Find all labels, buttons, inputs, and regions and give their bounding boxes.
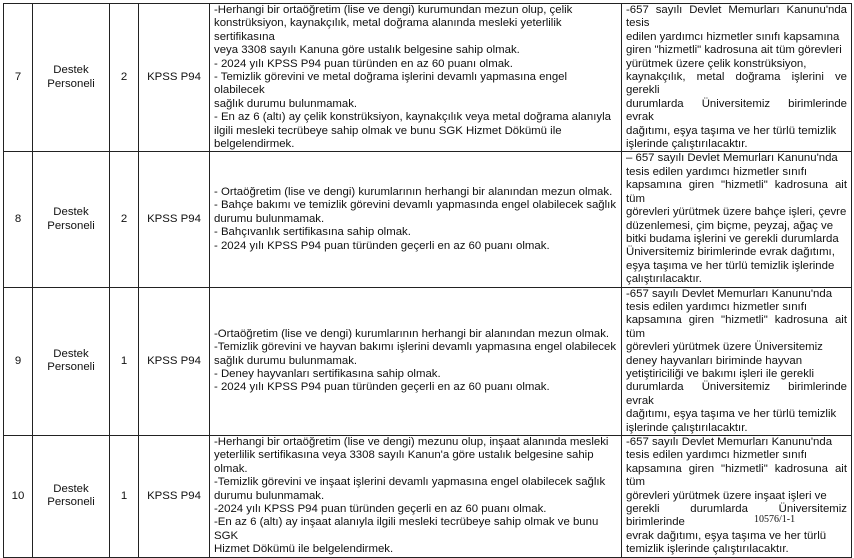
table-body (4, 4, 852, 558)
row-number: 9 (4, 287, 33, 435)
position-title-line: Destek (53, 206, 89, 219)
duty-line: durumlarda Üniversitemiz birimlerinde evrak (626, 381, 847, 407)
duty-line: tesis edilen yardımcı hizmetler sınıfı (626, 300, 808, 313)
duty-line: -657 sayılı Devlet Memurları Kanunu'nda (626, 436, 833, 448)
position-count: 1 (110, 436, 139, 558)
kpss-score-type: KPSS P94 (139, 4, 210, 152)
position-title-line: Personeli (47, 77, 95, 90)
duty-line: Üniversitemiz birimlerinde evrak dağıtımı, (626, 246, 835, 259)
duty-line: işlerinde çalıştırılacaktır. (626, 138, 748, 151)
requirement-line: konstrüksiyon, kaynakçılık, metal doğrama alanında mesleki yeterlilik sertifikasına (214, 17, 562, 43)
requirement-line: sağlık durumu bulunmamak. (214, 97, 358, 110)
duty-line: edilen yardımcı hizmetler sınıfı kapsamına (626, 30, 840, 43)
duty-line: gerekli durumlarda Üniversitemiz birimlerinde (626, 503, 847, 529)
duty-line: tesis edilen yardımcı hizmetler sınıfı (626, 449, 808, 462)
requirement-line: - Bahçe bakımı ve temizlik görevini devamlı yapmasında engel olabilecek sağlık (214, 199, 617, 212)
position-count: 1 (110, 287, 139, 435)
duties-cell (622, 287, 852, 435)
duty-line: durumlarda Üniversitemiz birimlerinde evrak (626, 97, 847, 124)
position-title-line: Destek (53, 64, 89, 77)
duty-line: – 657 sayılı Devlet Memurları Kanunu'nda (626, 152, 838, 165)
row-number: 10 (4, 436, 33, 558)
kpss-score-type: KPSS P94 (139, 287, 210, 435)
requirement-line: - Deney hayvanları sertifikasına sahip olmak. (214, 367, 441, 380)
duty-line: -657 sayılı Devlet Memurları Kanunu'nda (626, 287, 833, 300)
table-row (4, 436, 852, 558)
duty-line: evrak dağıtımı, eşya taşıma ve her türlü (626, 529, 827, 542)
duty-line: temizlik işlerinde çalıştırılacaktır. (626, 543, 789, 556)
duty-line: yürütmek üzere çelik konstrüksiyon, (626, 57, 807, 70)
positions-table (3, 3, 852, 558)
requirement-line: ilgili mesleki tecrübeye sahip olmak ve bunu SGK Hizmet Dökümü ile (214, 124, 562, 137)
requirements-cell (210, 287, 622, 435)
requirement-line: - Ortaöğretim (lise ve dengi) kurumlarının herhangi bir alanından mezun olmak. (214, 185, 613, 198)
table-row (4, 4, 852, 152)
requirements-cell (210, 436, 622, 558)
requirement-line: belgelendirmek. (214, 138, 295, 151)
requirement-line: - Bahçıvanlık sertifikasına sahip olmak. (214, 226, 411, 239)
requirement-line: sağlık durumu bulunmamak. (214, 354, 358, 367)
position-title-line: Destek (53, 482, 89, 495)
duty-line: işlerinde çalıştırılacaktır. (626, 421, 748, 434)
requirements-cell (210, 152, 622, 287)
position-count: 2 (110, 4, 139, 152)
requirement-line: yeterlilik sertifikasına veya 3308 sayılı Kanun'a göre ustalık belgesine sahip olmak. (214, 449, 594, 475)
duty-line: kapsamına giren "hizmetli" kadrosuna ait tüm (626, 314, 847, 340)
position-count: 2 (110, 152, 139, 287)
requirements-cell (210, 4, 622, 152)
position-title-line: Personeli (47, 219, 95, 232)
position-title (33, 4, 110, 152)
requirement-line: - 2024 yılı KPSS P94 puan türünden geçerli en az 60 puanı olmak. (214, 239, 550, 252)
row-number: 8 (4, 152, 33, 287)
duty-line: dağıtımı, eşya taşıma ve her türlü temizlik (626, 408, 837, 421)
row-number: 7 (4, 4, 33, 152)
duties-cell (622, 436, 852, 558)
duty-line: eşya taşıma ve her türlü temizlik işlerinde (626, 259, 835, 272)
requirement-line: durumu bulunmamak. (214, 489, 325, 502)
duty-line: görevleri yürütmek üzere Üniversitemiz (626, 341, 823, 354)
requirement-line: -Herhangi bir ortaöğretim (lise ve dengi) mezunu olup, inşaat alanında mesleki (214, 436, 609, 448)
duty-line: çalıştırılacaktır. (626, 273, 702, 286)
table-row (4, 152, 852, 287)
duty-line: giren "hizmetli" kadrosuna ait tüm görevleri (626, 44, 842, 57)
duty-line: görevleri yürütmek üzere inşaat işleri ve (626, 489, 827, 502)
duty-line: dağıtımı, eşya taşıma ve her türlü temizlik (626, 124, 837, 137)
table-row (4, 287, 852, 435)
duty-line: kapsamına giren "hizmetli" kadrosuna ait tüm (626, 179, 847, 205)
requirement-line: -2024 yılı KPSS P94 puan türünden geçerli en az 60 puanı olmak. (214, 503, 547, 516)
requirement-line: durumu bulunmamak. (214, 212, 325, 225)
duty-line: yetiştiriciliği ve bakımı işleri ile gerekli (626, 367, 814, 380)
position-title-line: Personeli (47, 361, 95, 374)
duty-line: görevleri yürütmek üzere bahçe işleri, çevre (626, 206, 847, 219)
requirement-line: - En az 6 (altı) ay çelik konstrüksiyon, kaynakçılık veya metal doğrama alanıyla (214, 111, 611, 124)
duty-line: deney hayvanları biriminde hayvan (626, 354, 803, 367)
position-title-line: Personeli (47, 496, 95, 509)
duty-line: tesis edilen yardımcı hizmetler sınıfı (626, 165, 808, 178)
requirement-line: veya 3308 sayılı Kanuna göre ustalık belgesine sahip olmak. (214, 44, 520, 57)
position-title (33, 152, 110, 287)
duty-line: kapsamına giren "hizmetli" kadrosuna ait tüm (626, 462, 847, 489)
kpss-score-type: KPSS P94 (139, 152, 210, 287)
page-footer-code: 10576/1-1 (754, 514, 796, 525)
requirement-line: -Temizlik görevini ve inşaat işlerini devamlı yapmasına engel olabilecek sağlık (214, 476, 606, 489)
requirement-line: - 2024 yılı KPSS P94 puan türünden geçerli en az 60 puanı olmak. (214, 381, 550, 394)
requirement-line: -En az 6 (altı) ay inşaat alanıyla ilgili mesleki tecrübeye sahip olmak ve bunu SGK (214, 516, 599, 542)
position-title (33, 287, 110, 435)
requirement-line: - 2024 yılı KPSS P94 puan türünden en az 60 puanı olmak. (214, 57, 513, 70)
requirement-line: - Temizlik görevini ve metal doğrama işlerini devamlı yapmasına engel olabilecek (214, 71, 568, 97)
duty-line: kaynakçılık, metal doğrama işlerini ve gerekli (626, 71, 847, 97)
requirement-line: -Herhangi bir ortaöğretim (lise ve dengi) kurumundan mezun olup, çelik (214, 4, 573, 16)
duties-cell (622, 4, 852, 152)
requirement-line: Hizmet Dökümü ile belgelendirmek. (214, 543, 394, 556)
position-title (33, 436, 110, 558)
kpss-score-type: KPSS P94 (139, 436, 210, 558)
requirement-line: -Temizlik görevini ve hayvan bakımı işlerini devamlı yapmasına engel olabilecek (214, 341, 617, 354)
duty-line: düzenlemesi, çim biçme, peyzaj, ağaç ve (626, 219, 834, 232)
duty-line: -657 sayılı Devlet Memurları Kanunu'nda tesis (626, 4, 847, 30)
requirement-line: -Ortaöğretim (lise ve dengi) kurumlarının herhangi bir alanından mezun olmak. (214, 327, 610, 340)
duty-line: bitki budama işlerini ve gerekli durumlarda (626, 232, 839, 245)
duties-cell (622, 152, 852, 287)
position-title-line: Destek (53, 347, 89, 360)
